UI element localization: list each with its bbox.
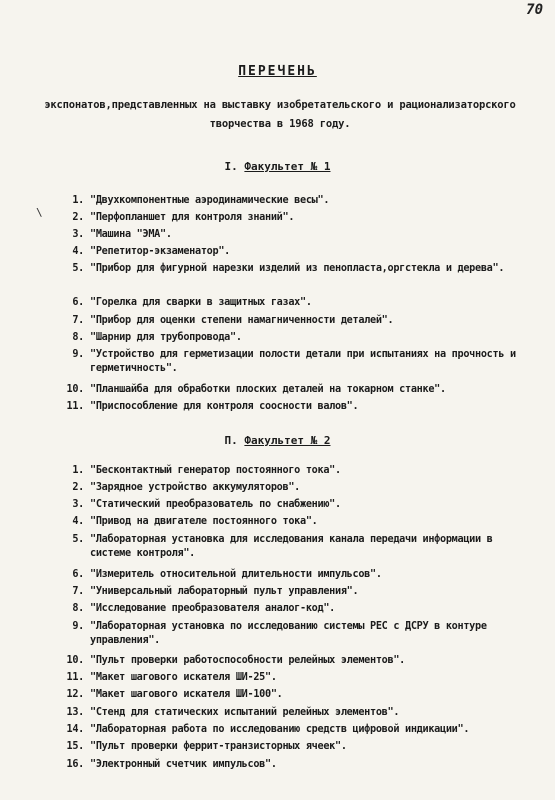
item-number: 2.	[72, 212, 84, 223]
page-number: 70	[526, 2, 543, 18]
item-number: 8.	[72, 603, 84, 614]
document-subtitle: экспонатов,представленных на выставку изобретательского и рационализаторского творчества в 1968 году.	[44, 99, 516, 130]
item-text: "Универсальный лабораторный пульт управления".	[90, 586, 359, 597]
item-text: "Шарнир для трубопровода".	[90, 332, 242, 343]
item-number: 12.	[66, 689, 84, 700]
item-text: "Двухкомпонентные аэродинамические весы".	[90, 195, 330, 206]
list-item	[60, 228, 535, 242]
section-2-label: Факультет № 2	[244, 434, 331, 447]
item-number: 16.	[66, 759, 84, 770]
list-item	[60, 758, 535, 772]
list-item	[60, 481, 535, 495]
item-text: "Лабораторная установка по исследованию системы РЕС с ДСРУ в контуре управления".	[90, 621, 487, 646]
list-item	[60, 723, 535, 737]
list-item	[60, 211, 535, 225]
list-item	[60, 585, 535, 599]
item-text: "Пульт проверки работоспособности релейных элементов".	[90, 655, 406, 666]
list-item	[60, 314, 535, 328]
section-heading-1	[0, 160, 555, 173]
item-number: 11.	[66, 672, 84, 683]
item-number: 10.	[66, 655, 84, 666]
list-item	[60, 262, 535, 276]
item-number: 15.	[66, 741, 84, 752]
item-text: "Лабораторная работа по исследованию средств цифровой индикации".	[90, 724, 470, 735]
item-number: 2.	[72, 482, 84, 493]
item-number: 8.	[72, 332, 84, 343]
item-number: 14.	[66, 724, 84, 735]
item-text: "Лабораторная установка для исследования канала передачи информации в системе контроля".	[90, 534, 493, 559]
item-number: 6.	[72, 297, 84, 308]
list-item	[60, 245, 535, 259]
item-number: 9.	[72, 349, 84, 360]
item-text: "Планшайба для обработки плоских деталей на токарном станке".	[90, 384, 446, 395]
item-text: "Пульт проверки феррит-транзисторных ячеек".	[90, 741, 347, 752]
item-text: "Бесконтактный генератор постоянного тока".	[90, 465, 341, 476]
list-item	[60, 706, 535, 720]
item-number: 10.	[66, 384, 84, 395]
item-text: "Зарядное устройство аккумуляторов".	[90, 482, 301, 493]
list-item	[60, 654, 535, 668]
list-item	[60, 383, 535, 397]
list-item	[60, 515, 535, 529]
item-text: "Устройство для герметизации полости детали при испытаниях на прочность и герметичность".	[90, 349, 516, 374]
item-text: "Электронный счетчик импульсов".	[90, 759, 277, 770]
item-number: 11.	[66, 401, 84, 412]
list-item	[60, 620, 535, 648]
item-number: 5.	[72, 534, 84, 545]
section-1-prefix: I.	[224, 160, 238, 173]
item-text: "Горелка для сварки в защитных газах".	[90, 297, 312, 308]
section-2-prefix: П.	[224, 434, 238, 447]
item-number: 5.	[72, 263, 84, 274]
list-item	[60, 464, 535, 478]
item-text: "Исследование преобразователя аналог-код".	[90, 603, 336, 614]
item-number: 7.	[72, 586, 84, 597]
item-number: 4.	[72, 246, 84, 257]
list-item	[60, 568, 535, 582]
item-text: "Стенд для статических испытаний релейных элементов".	[90, 707, 400, 718]
item-number: 6.	[72, 569, 84, 580]
item-text: "Привод на двигателе постоянного тока".	[90, 516, 318, 527]
item-number: 7.	[72, 315, 84, 326]
document-title: ПЕРЕЧЕНЬ	[238, 64, 317, 79]
item-text: "Измеритель относительной длительности импульсов".	[90, 569, 382, 580]
item-text: "Приспособление для контроля соосности валов".	[90, 401, 359, 412]
section-1-label: Факультет № 1	[244, 160, 331, 173]
item-text: "Прибор для оценки степени намагниченности деталей".	[90, 315, 394, 326]
item-text: "Статический преобразователь по снабжению".	[90, 499, 341, 510]
list-item	[60, 498, 535, 512]
item-number: 1.	[72, 195, 84, 206]
list-item	[60, 688, 535, 702]
list-item	[60, 671, 535, 685]
item-text: "Прибор для фигурной нарезки изделий из пенопласта,оргстекла и дерева".	[90, 263, 505, 274]
list-item	[60, 331, 535, 345]
list-item	[60, 602, 535, 616]
section-heading-2	[0, 434, 555, 447]
list-item	[60, 740, 535, 754]
item-text: "Машина "ЭМА".	[90, 229, 172, 240]
list-item	[60, 400, 535, 414]
item-text: "Макет шагового искателя ШИ-100".	[90, 689, 283, 700]
item-text: "Репетитор-экзаменатор".	[90, 246, 231, 257]
list-item	[60, 296, 535, 310]
item-text: "Перфопланшет для контроля знаний".	[90, 212, 295, 223]
item-number: 4.	[72, 516, 84, 527]
item-number: 1.	[72, 465, 84, 476]
margin-mark: \	[36, 206, 43, 219]
item-number: 13.	[66, 707, 84, 718]
list-item	[60, 194, 535, 208]
list-item	[60, 533, 535, 561]
item-number: 3.	[72, 229, 84, 240]
item-number: 9.	[72, 621, 84, 632]
item-number: 3.	[72, 499, 84, 510]
item-text: "Макет шагового искателя ШИ-25".	[90, 672, 277, 683]
list-item	[60, 348, 535, 376]
